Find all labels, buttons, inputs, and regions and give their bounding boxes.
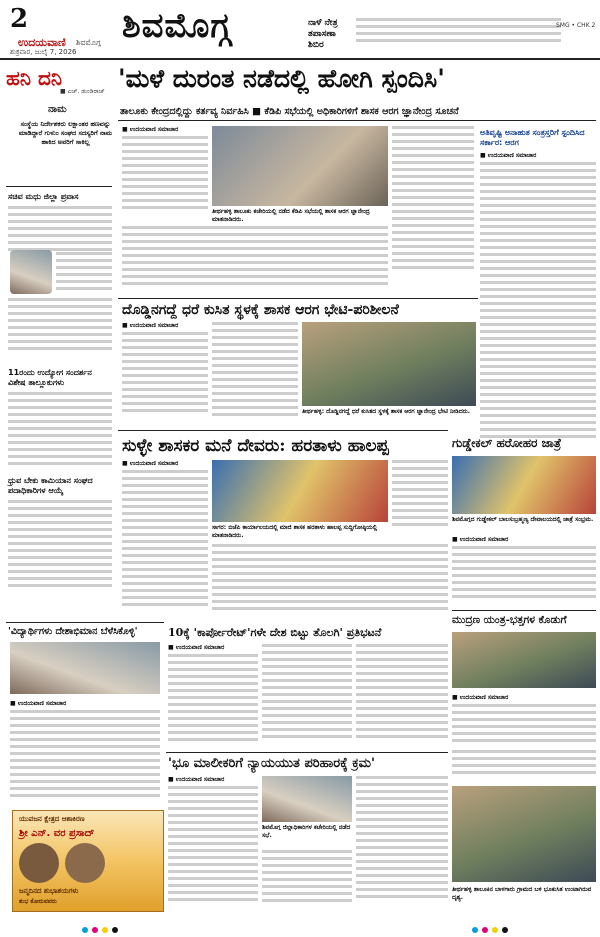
byline: ■ ಉದಯವಾಣಿ ಸಮಾಚಾರ bbox=[452, 694, 509, 701]
article-text bbox=[8, 392, 112, 476]
byline: ■ ಉದಯವಾಣಿ ಸಮಾಚಾರ bbox=[452, 536, 509, 543]
ad-line-3: ಜನ್ಮದಿನದ ಶುಭಾಶಯಗಳು bbox=[19, 887, 79, 895]
article-text bbox=[8, 206, 112, 256]
page-number: 2 bbox=[10, 4, 29, 34]
lead-photo bbox=[212, 126, 388, 206]
article-text bbox=[212, 544, 448, 620]
article-text bbox=[262, 644, 352, 750]
article-text bbox=[356, 776, 448, 910]
article-text bbox=[356, 644, 448, 750]
ad-line-4: ಶುಭ ಕೋರುವವರು bbox=[19, 898, 57, 905]
story4-headline: ಗುಡ್ಡೇಕಲ್ ಹರೋಹರ ಜಾತ್ರೆ bbox=[452, 436, 562, 450]
byline: ■ ಉದಯವಾಣಿ ಸಮಾಚಾರ bbox=[168, 776, 225, 783]
story7-photo bbox=[452, 632, 596, 688]
ad-line-1: ಯುವಜನ ಕ್ಷೇತ್ರದ ಆಶಾಕಿರಣ bbox=[19, 815, 85, 823]
story4-caption: ಶಿವಮೊಗ್ಗದ ಗುಡ್ಡೇಕಲ್ ಬಾಲಸುಬ್ರಹ್ಮಣ್ಯ ದೇವಾಲಯದಲ್ಲಿ ಜಾತ್ರೆ ಸಂಭ್ರಮ. bbox=[452, 516, 594, 523]
story4-photo bbox=[452, 456, 596, 514]
article-text bbox=[168, 786, 258, 910]
story5-headline: 'ವಿದ್ಯಾರ್ಥಿಗಳು ದೇಶಾಭಿಮಾನ ಬೆಳೆಸಿಕೊಳ್ಳಿ' bbox=[8, 626, 138, 637]
right-headline: ಅತಿವೃಷ್ಟಿ ಅನಾಹುತ ಸಂತ್ರಸ್ತರಿಗೆ ಸ್ಪಂದಿಸಿದ ಸರ್ಕಾರ: ಆರಗ bbox=[480, 128, 585, 147]
hani-dani-title: ಹನಿ ದನಿ bbox=[6, 66, 62, 90]
ad-line-2: ಶ್ರೀ ಎನ್. ವರ ಪ್ರಸಾದ್ bbox=[19, 828, 95, 839]
divider bbox=[6, 186, 112, 187]
story6-headline: 10ಕ್ಕೆ 'ಕಾರ್ಪೋರೇಟ್'ಗಳೇ ದೇಶ ಬಿಟ್ಟು ತೊಲಗಿ' ಪ್ರತಿಭಟನೆ bbox=[168, 626, 382, 639]
story8-caption: ಶಿವಮೊಗ್ಗ ಜಿಲ್ಲಾಧಿಕಾರಿಗಳ ಕಚೇರಿಯಲ್ಲಿ ನಡೆದ ಸಭೆ. bbox=[262, 824, 351, 839]
divider bbox=[6, 622, 164, 623]
story5-photo bbox=[10, 642, 160, 694]
article-text bbox=[392, 126, 474, 294]
masthead-brief bbox=[356, 18, 561, 54]
article-text bbox=[392, 460, 448, 540]
portrait-photo bbox=[10, 250, 52, 294]
story8-photo bbox=[262, 776, 352, 822]
article-text bbox=[168, 654, 258, 750]
article-text bbox=[122, 332, 208, 424]
divider bbox=[118, 298, 478, 299]
lead-headline: 'ಮಳೆ ದುರಂತ ನಡೆದಲ್ಲಿ ಹೋಗಿ ಸ್ಪಂದಿಸಿ' bbox=[118, 64, 445, 93]
left-headline-1: ಸಚಿವ ಮಧು ಜಿಲ್ಲಾ ಪ್ರವಾಸ bbox=[8, 192, 79, 201]
ad-portrait bbox=[65, 843, 105, 883]
poem-text: ಸಂಸ್ಥೆಯ ನಿರ್ದೇಶಕರು ಲಕ್ಷಾಂತರ ಹಣವನ್ನು ಮಾಡಿದ್ದಾರೆ ಗುಳುಂ ಸಂಘದ ಸದಸ್ಯರಿಗೆ ನಾಮ ಹಾಕಿದ ಅವರಿಗೆ ಸಾಕಿಲ್ಲ bbox=[18, 120, 113, 146]
article-text bbox=[8, 500, 112, 600]
article-text bbox=[122, 226, 388, 294]
article-text bbox=[452, 546, 596, 606]
birthday-ad bbox=[12, 810, 164, 912]
article-text bbox=[122, 136, 208, 222]
article-text bbox=[8, 298, 112, 358]
article-text bbox=[262, 850, 352, 910]
article-text bbox=[122, 470, 208, 620]
article-text bbox=[10, 710, 160, 804]
story3-headline: ಸುಳ್ಳೇ ಶಾಸಕರ ಮನೆ ದೇವರು: ಹರತಾಳು ಹಾಲಪ್ಪ bbox=[122, 436, 389, 456]
story2-photo bbox=[302, 322, 476, 406]
hani-dani-author: ■ ಎಚ್. ಡುಂಡಿರಾಜ್ bbox=[60, 88, 105, 95]
poem-title: ನಾಮ bbox=[48, 104, 67, 115]
byline: ■ ಉದಯವಾಣಿ ಸಮಾಚಾರ bbox=[122, 322, 179, 329]
page-code: SMG • CHK 2 bbox=[556, 22, 596, 29]
edition-name: ಶಿವಮೊಗ್ಗ bbox=[76, 38, 101, 47]
ad-portrait bbox=[19, 843, 59, 883]
article-text bbox=[452, 704, 596, 746]
article-text bbox=[452, 750, 596, 780]
page-title: ಶಿವಮೊಗ್ಗ bbox=[122, 6, 232, 46]
print-registration-marks bbox=[0, 914, 600, 928]
divider bbox=[118, 120, 596, 121]
paper-name: ಉದಯವಾಣಿ bbox=[18, 36, 66, 49]
article-text bbox=[480, 162, 596, 452]
divider bbox=[118, 430, 448, 431]
landslide-caption: ತೀರ್ಥಹಳ್ಳಿ ತಾಲೂಕಿನ ಬಾಳಗಾರು ಗ್ರಾಮದ ಬಳಿ ಭೂಕುಸಿತ ಉಂಟಾಗಿರುವ ದೃಶ್ಯ. bbox=[452, 886, 592, 901]
lead-photo-caption: ತೀರ್ಥಹಳ್ಳಿ ತಾಲೂಕು ಕಚೇರಿಯಲ್ಲಿ ನಡೆದ ಕೆಡಿಪಿ ಸಭೆಯಲ್ಲಿ ಶಾಸಕ ಆರಗ ಜ್ಞಾನೇಂದ್ರ ಮಾತನಾಡಿದರು. bbox=[212, 208, 370, 223]
left-headline-2: 11ರಂದು ಉದ್ಯೋಗ ಸಂದರ್ಶನ ವಿಶೇಷ ತಾಲ್ಲೂಕುಗಳು bbox=[8, 368, 92, 387]
byline: ■ ಉದಯವಾಣಿ ಸಮಾಚಾರ bbox=[122, 460, 179, 467]
byline: ■ ಉದಯವಾಣಿ ಸಮಾಚಾರ bbox=[122, 126, 179, 133]
promo-text: ನಾಳೆ ನೇತ್ರ ತಪಾಸಣಾ ಶಿಬಿರ bbox=[308, 18, 338, 50]
article-text bbox=[212, 322, 298, 424]
landslide-photo bbox=[452, 786, 596, 882]
story2-caption: ತೀರ್ಥಹಳ್ಳಿ: ದೊಡ್ಡಿನಗದ್ದೆ ಧರೆ ಕುಸಿತದ ಸ್ಥಳಕ್ಕೆ ಶಾಸಕ ಆರಗ ಜ್ಞಾನೇಂದ್ರ ಭೇಟಿ ನೀಡಿದರು. bbox=[302, 408, 471, 415]
story8-headline: 'ಭೂ ಮಾಲೀಕರಿಗೆ ನ್ಯಾಯಯುತ ಪರಿಹಾರಕ್ಕೆ ಕ್ರಮ' bbox=[168, 756, 375, 771]
byline: ■ ಉದಯವಾಣಿ ಸಮಾಚಾರ bbox=[168, 644, 225, 651]
left-headline-3: ಧ್ರುವ ಬೇಕು ಕಾಮಿಯಾನ ಸಂಘದ ಪದಾಧಿಕಾರಿಗಳ ಆಯ್ಕೆ bbox=[8, 476, 93, 495]
divider bbox=[452, 610, 596, 611]
issue-date: ಶುಕ್ರವಾರ, ಜುಲೈ 7, 2026 bbox=[10, 48, 77, 56]
story3-caption: ಸಾಗರ: ಬಿಜೆಪಿ ಕಾರ್ಯಾಲಯದಲ್ಲಿ ಮಾಜಿ ಶಾಸಕ ಹರತಾಳು ಹಾಲಪ್ಪ ಸುದ್ದಿಗೋಷ್ಠಿಯಲ್ಲಿ ಮಾತನಾಡಿದರು. bbox=[212, 524, 378, 539]
story7-headline: ಮುದ್ರಣ ಯಂತ್ರ-ಭತ್ತಗಳ ಕೊಡುಗೆ bbox=[452, 614, 567, 626]
byline: ■ ಉದಯವಾಣಿ ಸಮಾಚಾರ bbox=[480, 152, 537, 159]
article-text bbox=[56, 252, 112, 296]
lead-deck: ತಾಲೂಕು ಕೇಂದ್ರದಲ್ಲಿದ್ದು ಕರ್ತವ್ಯ ನಿರ್ವಹಿಸಿ ■ ಕೆಡಿಪಿ ಸಭೆಯಲ್ಲಿ ಅಧಿಕಾರಿಗಳಿಗೆ ಶಾಸಕ ಆರಗ ಜ್ಞಾನೇಂದ್ರ ಸೂಚನೆ bbox=[120, 106, 459, 117]
story3-photo bbox=[212, 460, 388, 522]
divider bbox=[166, 752, 448, 753]
byline: ■ ಉದಯವಾಣಿ ಸಮಾಚಾರ bbox=[10, 700, 67, 707]
story2-headline: ದೊಡ್ಡಿನಗದ್ದೆ ಧರೆ ಕುಸಿತ ಸ್ಥಳಕ್ಕೆ ಶಾಸಕ ಆರಗ ಭೇಟಿ-ಪರಿಶೀಲನೆ bbox=[122, 302, 399, 318]
